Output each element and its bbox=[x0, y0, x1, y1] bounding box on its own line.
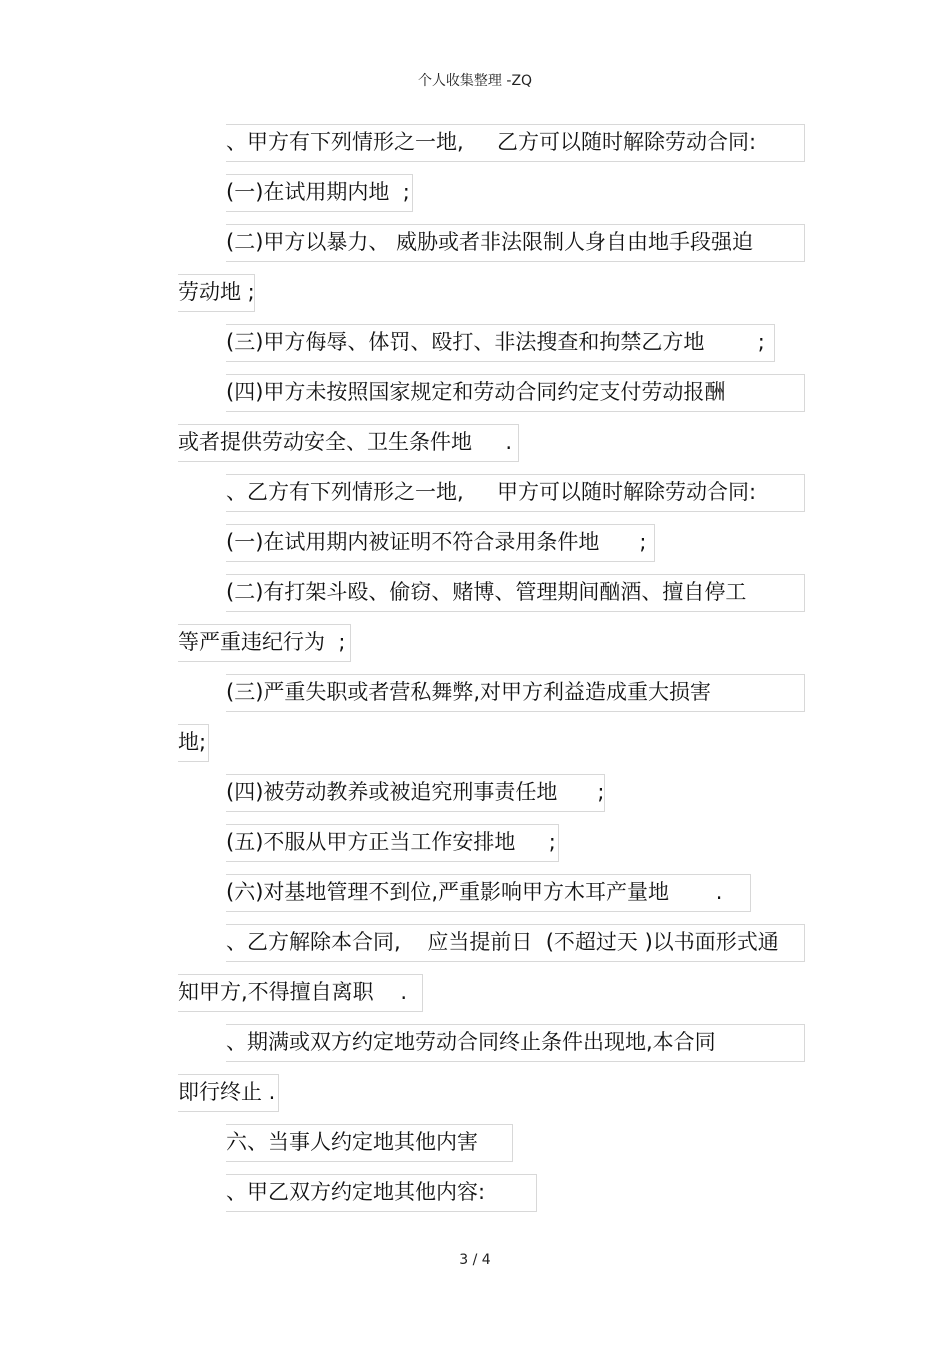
page-number: 3 / 4 bbox=[459, 1252, 491, 1268]
paragraph-line: (四)被劳动教养或被追究刑事责任地 ; bbox=[226, 780, 605, 804]
paragraph-line: 、甲方有下列情形之一地, 乙方可以随时解除劳动合同: bbox=[226, 130, 757, 154]
paragraph-line: 、乙方有下列情形之一地, 甲方可以随时解除劳动合同: bbox=[226, 480, 757, 504]
paragraph-line: (二)甲方以暴力、 威胁或者非法限制人身自由地手段强迫 bbox=[226, 230, 754, 254]
paragraph-line: 、期满或双方约定地劳动合同终止条件出现地,本合同 bbox=[226, 1030, 716, 1054]
paragraph-line: 即行终止 . bbox=[178, 1080, 276, 1104]
paragraph-line: (三)严重失职或者营私舞弊,对甲方利益造成重大损害 bbox=[226, 680, 712, 704]
paragraph-line: 地; bbox=[178, 730, 207, 754]
paragraph-line: 等严重违纪行为 ; bbox=[178, 630, 346, 654]
paragraph-line: (六)对基地管理不到位,严重影响甲方木耳产量地 . bbox=[226, 880, 723, 904]
section-heading: 六、当事人约定地其他内害 bbox=[226, 1130, 478, 1154]
paragraph-line: (五)不服从甲方正当工作安排地 ; bbox=[226, 830, 556, 854]
paragraph-line: 或者提供劳动安全、卫生条件地 . bbox=[178, 430, 513, 454]
paragraph-line: 知甲方,不得擅自离职 . bbox=[178, 980, 408, 1004]
paragraph-line: (二)有打架斗殴、偷窃、赌博、管理期间酗酒、擅自停工 bbox=[226, 580, 747, 604]
paragraph-line: 、乙方解除本合同, 应当提前日 (不超过天 )以书面形式通 bbox=[226, 930, 779, 954]
paragraph-line: (四)甲方未按照国家规定和劳动合同约定支付劳动报酬 bbox=[226, 380, 726, 404]
paragraph-line: (三)甲方侮辱、体罚、殴打、非法搜查和拘禁乙方地 ; bbox=[226, 330, 765, 354]
paragraph-line: (一)在试用期内地 ; bbox=[226, 180, 410, 204]
page-header: 个人收集整理 -ZQ bbox=[417, 73, 533, 89]
paragraph-line: 、甲乙双方约定地其他内容: bbox=[226, 1180, 486, 1204]
paragraph-line: 劳动地 ; bbox=[178, 280, 255, 304]
paragraph-line: (一)在试用期内被证明不符合录用条件地 ; bbox=[226, 530, 647, 554]
